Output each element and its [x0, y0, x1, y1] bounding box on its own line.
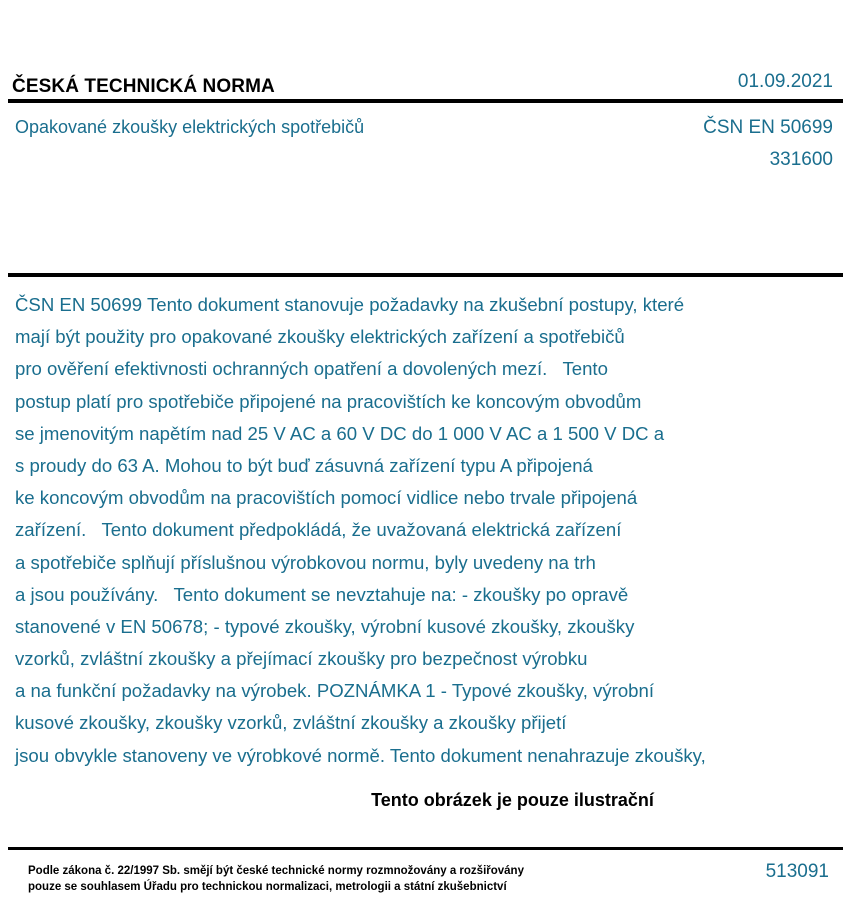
abstract-line: s proudy do 63 A. Mohou to být buď zásuvná zařízení typu A připojená — [15, 454, 593, 476]
legal-notice-line: pouze se souhlasem Úřadu pro technickou normalizaci, metrologii a státní zkušebnictví — [28, 881, 507, 893]
abstract-line: a na funkční požadavky na výrobek. POZNÁMKA 1 - Typové zkoušky, výrobní — [15, 680, 655, 702]
section-divider — [8, 273, 843, 277]
abstract-line: stanovené v EN 50678; - typové zkoušky, výrobní kusové zkoušky, zkoušky — [15, 615, 635, 637]
standard-subject: Opakované zkoušky elektrických spotřebičů — [15, 117, 365, 137]
abstract-line: ČSN EN 50699 Tento dokument stanovuje požadavky na zkušební postupy, které — [15, 294, 685, 315]
abstract-line: mají být použity pro opakované zkoušky elektrických zařízení a spotřebičů — [15, 326, 625, 348]
abstract-line: a spotřebiče splňují příslušnou výrobkovou normu, byly uvedeny na trh — [15, 551, 596, 573]
abstract-text — [15, 289, 845, 772]
legal-notice-line: Podle zákona č. 22/1997 Sb. smějí být české technické normy rozmnožovány a rozšiřovány — [28, 865, 524, 877]
abstract-line: postup platí pro spotřebiče připojené na pracovištích ke koncovým obvodům — [15, 390, 642, 412]
illustration-notice: Tento obrázek je pouze ilustrační — [371, 790, 654, 810]
publication-date: 01.09.2021 — [737, 71, 833, 92]
abstract-line: jsou obvykle stanoveny ve výrobkové normě. Tento dokument nenahrazuje zkoušky, — [15, 744, 706, 766]
abstract-line: se jmenovitým napětím nad 25 V AC a 60 V DC do 1 000 V AC a 1 500 V DC a — [15, 422, 665, 444]
document-number: 513091 — [765, 861, 829, 882]
abstract-line: a jsou používány. Tento dokument se nevztahuje na: - zkoušky po opravě — [15, 583, 629, 605]
classification-number: 331600 — [769, 149, 833, 170]
abstract-line: zařízení. Tento dokument předpokládá, že uvažovaná elektrická zařízení — [15, 519, 622, 541]
abstract-line: ke koncovým obvodům na pracovištích pomocí vidlice nebo trvale připojená — [15, 487, 638, 509]
abstract-line: vzorků, zvláštní zkoušky a přejímací zkoušky pro bezpečnost výrobku — [15, 648, 588, 670]
document-heading: ČESKÁ TECHNICKÁ NORMA — [12, 76, 275, 97]
abstract-line: kusové zkoušky, zkoušky vzorků, zvláštní zkoušky a zkoušky přijetí — [15, 712, 567, 734]
header-divider — [8, 99, 843, 103]
legal-notice — [28, 863, 524, 895]
abstract-line: pro ověření efektivnosti ochranných opatření a dovolených mezí. Tento — [15, 358, 608, 380]
footer-divider — [8, 847, 843, 850]
standard-code: ČSN EN 50699 — [703, 117, 833, 138]
